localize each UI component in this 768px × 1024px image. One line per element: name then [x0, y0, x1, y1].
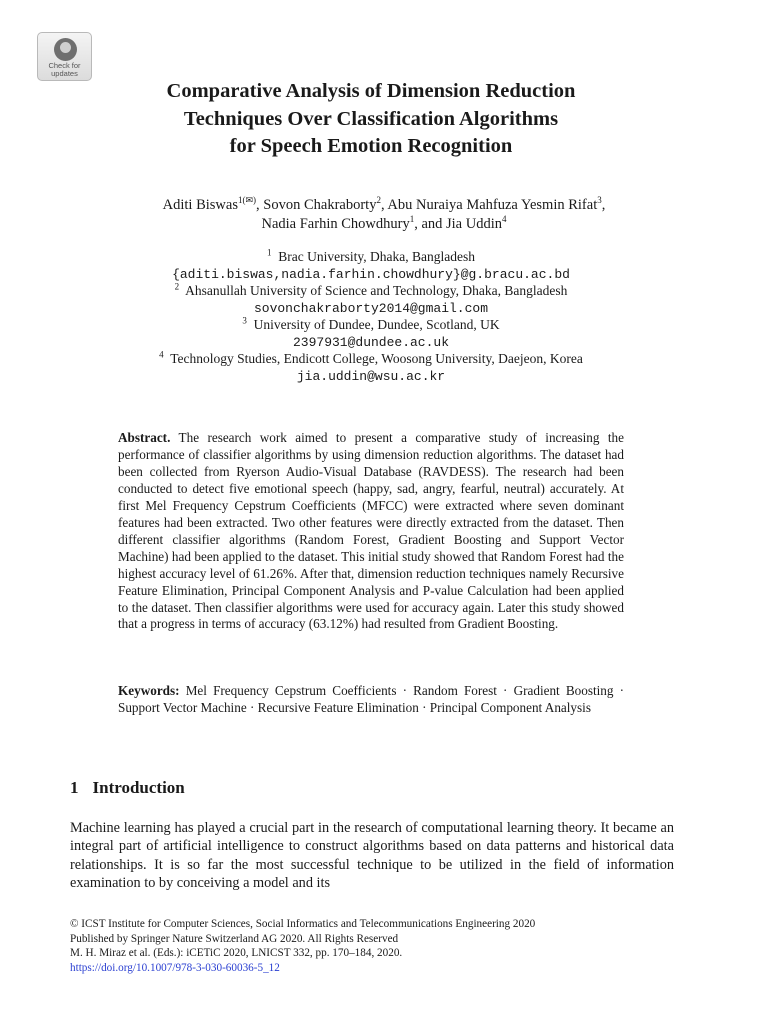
section-number: 1 [70, 778, 79, 797]
abstract-label: Abstract. [118, 430, 171, 445]
paper-title: Comparative Analysis of Dimension Reduction Techniques Over Classification Algorithms for Speech Emotion Recognition [166, 80, 576, 157]
footer-copyright: © ICST Institute for Computer Sciences, Social Informatics and Telecommunications Engineering 2020 [70, 918, 536, 930]
abstract-text: The research work aimed to present a comparative study of increasing the performance of classifier algorithms by using dimension reduction algorithms. The dataset had been collected from Ryerson Audio-Visual Database (RAVDESS). The research had been conducted to detect five emotional speech (happy, sad, angry, fearful, neutral) accurately. At first Mel Frequency Cepstrum Coefficients (MFCC) were extracted where seven dominant features had been extracted. Two other features were directly extracted from the dataset. Then different classifier algorithms (Random Forest, Gradient Boosting and Support Vector Machine) had been applied to the dataset. This initial study showed that Random Forest had the highest accuracy level of 61.26%. After that, dimension reduction techniques namely Recursive Feature Elimination, Principal Component Analysis and P-value Calculation had been applied to the dataset. Then classifier algorithms were used for accuracy again. Later this study showed that a progress in terms of accuracy (63.12%) had resulted from Gradient Boosting. [118, 430, 624, 632]
copyright-footer [70, 917, 690, 975]
author-name: Abu Nuraiya Mahfuza Yesmin Rifat [387, 197, 598, 213]
affiliation-3: $^3$ University of Dundee, Dundee, Scotland, UK 2397931@dundee.ac.uk [242, 315, 500, 350]
check-for-updates-badge[interactable] [37, 32, 92, 81]
author-sup: 4 [502, 214, 507, 225]
author-name: Aditi Biswas [162, 197, 238, 213]
author-sup: 3 [597, 195, 602, 206]
badge-label: Check for updates [48, 61, 81, 78]
email: jia.uddin@wsu.ac.kr [296, 369, 446, 384]
abstract [118, 430, 624, 633]
affiliation-1: $^1$ Brac University, Dhaka, Bangladesh {aditi.biswas,nadia.farhin.chowdhury}@g.bracu.ac.bd [172, 247, 570, 282]
section-heading [70, 778, 185, 798]
keywords [118, 683, 624, 717]
affiliation-2: $^2$ Ahsanullah University of Science and Technology, Dhaka, Bangladesh sovonchakraborty2014@gmail.com [174, 281, 568, 316]
keywords-label: Keywords: [118, 683, 180, 698]
email: {aditi.biswas,nadia.farhin.chowdhury}@g.bracu.ac.bd [172, 267, 570, 282]
author-list: Aditi Biswas$^{1(✉)}$, Sovon Chakraborty$^2$, Abu Nuraiya Mahfuza Yesmin Rifat$^3$, Nadia Farhin Chowdhury$^1$, and Jia Uddin$^4$ [162, 195, 606, 232]
email: 2397931@dundee.ac.uk [292, 335, 450, 350]
author-sup: 2 [376, 195, 381, 206]
email: sovonchakraborty2014@gmail.com [253, 301, 489, 316]
author-sup: 1 [409, 214, 415, 225]
author-name: Jia Uddin [446, 216, 502, 232]
author-name: Sovon Chakraborty [263, 197, 377, 213]
keywords-text: Mel Frequency Cepstrum Coefficients · Random Forest · Gradient Boosting · Support Vector Machine · Recursive Feature Elimination · Principal Component Analysis [118, 683, 625, 715]
affiliation-4: $^4$ Technology Studies, Endicott College, Woosong University, Daejeon, Korea jia.uddin@wsu.ac.kr [159, 349, 583, 384]
author-sup: 1(✉) [237, 195, 257, 206]
footer-citation: M. H. Miraz et al. (Eds.): iCETiC 2020, LNICST 332, pp. 170–184, 2020. [70, 947, 403, 960]
footer-publisher: Published by Springer Nature Switzerland AG 2020. All Rights Reserved [70, 932, 399, 945]
section-title: Introduction [92, 778, 185, 797]
doi-link[interactable]: https://doi.org/10.1007/978-3-030-60036-5_12 [70, 961, 280, 974]
update-ring-icon [54, 38, 77, 61]
introduction-text: Machine learning has played a crucial part in the research of computational learning theory. It became an integral part of artificial intelligence to construct algorithms based on data patterns and historical data relationships. It is so far the most successful technique to be utilized in the field of information examination to by conceiving a model and its [70, 820, 674, 891]
author-name: Nadia Farhin Chowdhury [261, 216, 410, 232]
